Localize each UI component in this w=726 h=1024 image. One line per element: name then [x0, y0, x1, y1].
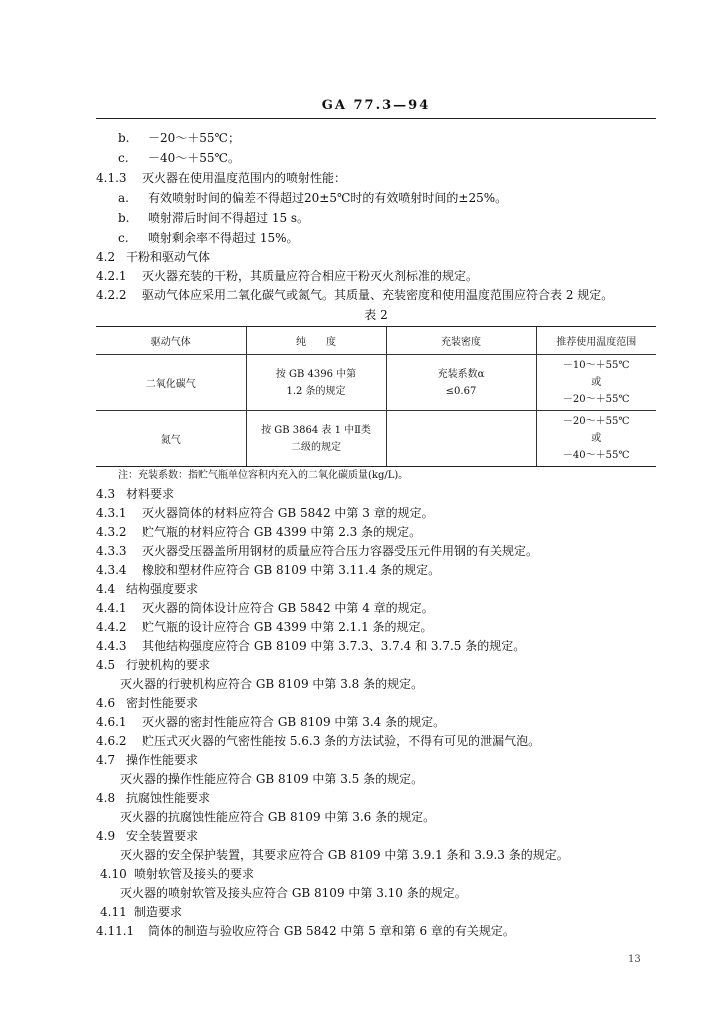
- clause-number: 4.4.2: [96, 620, 127, 634]
- list-item-b-temp: [118, 130, 240, 146]
- clause-number: 4.4: [96, 582, 116, 596]
- item-text: －40～＋55℃。: [148, 151, 240, 165]
- clause-number: 4.11.1: [96, 924, 135, 938]
- clause-4-1-3: [96, 170, 346, 186]
- clause-text: 抗腐蚀性能要求: [126, 791, 211, 805]
- clause-4-3-4: [96, 562, 440, 578]
- clause-text: 材料要求: [126, 487, 175, 501]
- cell-gas: 氮气: [96, 411, 246, 467]
- clause-number: 4.2.1: [96, 269, 127, 283]
- clause-text: 贮气瓶的设计应符合 GB 4399 中第 2.1.1 条的规定。: [142, 620, 433, 634]
- section-4-4-heading: [96, 581, 198, 597]
- clause-text: 灭火器筒体的材料应符合 GB 5842 中第 3 章的规定。: [142, 506, 434, 520]
- cell-line: 按 GB 4396 中第: [275, 368, 357, 380]
- cell-line: －10～＋55℃: [562, 360, 630, 371]
- clause-number: 4.3.1: [96, 506, 127, 520]
- clause-text: 灭火器在使用温度范围内的喷射性能：: [142, 171, 347, 185]
- paragraph-text: 灭火器的操作性能应符合 GB 8109 中第 3.5 条的规定。: [120, 772, 424, 786]
- cell-line: 1.2 条的规定: [286, 385, 346, 397]
- item-text: 有效喷射时间的偏差不得超过20±5℃时的有效喷射时间的±25%。: [148, 191, 508, 205]
- clause-4-3-1: [96, 505, 434, 521]
- list-item-b-delay: [118, 210, 309, 226]
- section-4-10-heading: [100, 866, 254, 882]
- cell-density: [386, 355, 536, 411]
- section-4-11-heading: [100, 904, 182, 920]
- clause-text: 其他结构强度应符合 GB 8109 中第 3.7.3、3.7.4 和 3.7.5 条的规定。: [142, 639, 526, 653]
- cell-purity: [246, 411, 386, 467]
- table-row: [96, 411, 656, 467]
- clause-text: 喷射软管及接头的要求: [134, 867, 255, 881]
- column-header-gas: 驱动气体: [96, 327, 246, 355]
- cell-line: ≤0.67: [445, 385, 477, 397]
- clause-number: 4.2.2: [96, 288, 127, 302]
- section-4-6-heading: [96, 695, 198, 711]
- cell-line: 按 GB 3864 表 1 中Ⅱ类: [261, 424, 371, 436]
- clause-number: 4.4.1: [96, 601, 127, 615]
- paragraph-4-10: [120, 885, 467, 901]
- clause-4-4-2: [96, 619, 433, 635]
- section-4-9-heading: [96, 828, 198, 844]
- section-4-8-heading: [96, 790, 210, 806]
- clause-text: 贮气瓶的材料应符合 GB 4399 中第 2.3 条的规定。: [142, 525, 422, 539]
- paragraph-text: 灭火器的安全保护装置，其要求应符合 GB 8109 中第 3.9.1 条和 3.9.3 条的规定。: [120, 848, 569, 862]
- paragraph-4-9: [120, 847, 569, 863]
- column-header-purity: 纯 度: [246, 327, 386, 355]
- cell-gas: 二氧化碳气: [96, 355, 246, 411]
- paragraph-4-8: [120, 809, 435, 825]
- clause-4-6-1: [96, 714, 445, 730]
- column-header-density: 充装密度: [386, 327, 536, 355]
- item-label: b.: [118, 131, 130, 145]
- clause-text: 灭火器的筒体设计应符合 GB 5842 中第 4 章的规定。: [142, 601, 434, 615]
- item-label: a.: [118, 191, 129, 205]
- cell-line: －20～＋55℃: [562, 416, 630, 427]
- clause-4-2-1: [96, 268, 478, 284]
- clause-text: 安全装置要求: [126, 829, 199, 843]
- item-text: －20～＋55℃；: [148, 131, 240, 145]
- clause-number: 4.8: [96, 791, 116, 805]
- clause-4-6-2: [96, 733, 540, 749]
- section-4-2-heading: [96, 249, 210, 265]
- clause-4-4-3: [96, 638, 525, 654]
- cell-temperature: [536, 355, 656, 411]
- clause-text: 灭火器的密封性能应符合 GB 8109 中第 3.4 条的规定。: [142, 715, 446, 729]
- cell-purity: [246, 355, 386, 411]
- clause-text: 灭火器充装的干粉，其质量应符合相应干粉灭火剂标准的规定。: [142, 269, 479, 283]
- clause-number: 4.3.2: [96, 525, 127, 539]
- clause-text: 筒体的制造与验收应符合 GB 5842 中第 5 章和第 6 章的有关规定。: [148, 924, 515, 938]
- table-2: [96, 326, 656, 467]
- table-row: [96, 355, 656, 411]
- section-4-7-heading: [96, 752, 198, 768]
- clause-text: 制造要求: [134, 905, 183, 919]
- cell-line: 或: [591, 377, 602, 388]
- clause-text: 干粉和驱动气体: [126, 250, 211, 264]
- clause-number: 4.11: [100, 905, 127, 919]
- paragraph-text: 灭火器的抗腐蚀性能应符合 GB 8109 中第 3.6 条的规定。: [120, 810, 436, 824]
- header-rule: [96, 118, 656, 119]
- item-label: c.: [118, 231, 129, 245]
- paragraph-4-5: [120, 676, 423, 692]
- cell-line: 二级的规定: [291, 441, 341, 453]
- paragraph-text: 灭火器的行驶机构应符合 GB 8109 中第 3.8 条的规定。: [120, 677, 424, 691]
- cell-line: －40～＋55℃: [562, 450, 630, 461]
- clause-number: 4.2: [96, 250, 116, 264]
- column-header-temperature: 推荐使用温度范围: [536, 327, 656, 355]
- clause-4-2-2: [96, 287, 613, 303]
- clause-4-11-1: [96, 923, 515, 939]
- clause-number: 4.3: [96, 487, 116, 501]
- clause-text: 操作性能要求: [126, 753, 199, 767]
- clause-4-3-3: [96, 543, 538, 559]
- cell-line: 或: [591, 433, 602, 444]
- table-note: 注：充装系数：指贮气瓶单位容积内充入的二氧化碳质量(kg/L)。: [118, 470, 409, 481]
- clause-number: 4.1.3: [96, 171, 127, 185]
- section-4-5-heading: [96, 657, 210, 673]
- list-item-c-residual: [118, 230, 299, 246]
- list-item-a-spray: [118, 190, 507, 206]
- clause-number: 4.7: [96, 753, 116, 767]
- clause-text: 密封性能要求: [126, 696, 199, 710]
- clause-number: 4.6.2: [96, 734, 127, 748]
- clause-number: 4.6.1: [96, 715, 127, 729]
- list-item-c-temp: [118, 150, 240, 166]
- paragraph-text: 灭火器的喷射软管及接头应符合 GB 8109 中第 3.10 条的规定。: [120, 886, 467, 900]
- table-header-row: [96, 327, 656, 355]
- table-caption: 表 2: [364, 308, 388, 322]
- page-number: 13: [628, 954, 641, 965]
- clause-number: 4.4.3: [96, 639, 127, 653]
- clause-number: 4.6: [96, 696, 116, 710]
- item-text: 喷射剩余率不得超过 15%。: [148, 231, 299, 245]
- clause-number: 4.9: [96, 829, 116, 843]
- cell-density: [386, 411, 536, 467]
- clause-text: 行驶机构的要求: [126, 658, 211, 672]
- clause-text: 贮压式灭火器的气密性能按 5.6.3 条的方法试验，不得有可见的泄漏气泡。: [142, 734, 541, 748]
- cell-temperature: [536, 411, 656, 467]
- clause-text: 驱动气体应采用二氧化碳气或氮气。其质量、充装密度和使用温度范围应符合表 2 规定。: [142, 288, 614, 302]
- item-label: c.: [118, 151, 129, 165]
- clause-number: 4.3.4: [96, 563, 127, 577]
- clause-text: 橡胶和塑材件应符合 GB 8109 中第 3.11.4 条的规定。: [142, 563, 441, 577]
- cell-line: 充装系数α: [437, 368, 485, 380]
- document-code-header: GA 77.3—94: [321, 98, 431, 113]
- cell-line: －20～＋55℃: [562, 394, 630, 405]
- section-4-3-heading: [96, 486, 174, 502]
- clause-number: 4.3.3: [96, 544, 127, 558]
- paragraph-4-7: [120, 771, 423, 787]
- clause-number: 4.5: [96, 658, 116, 672]
- clause-4-3-2: [96, 524, 421, 540]
- item-text: 喷射滞后时间不得超过 15 s。: [148, 211, 310, 225]
- item-label: b.: [118, 211, 130, 225]
- clause-number: 4.10: [100, 867, 127, 881]
- clause-text: 灭火器受压器盖所用钢材的质量应符合压力容器受压元件用钢的有关规定。: [142, 544, 539, 558]
- clause-4-4-1: [96, 600, 434, 616]
- clause-text: 结构强度要求: [126, 582, 199, 596]
